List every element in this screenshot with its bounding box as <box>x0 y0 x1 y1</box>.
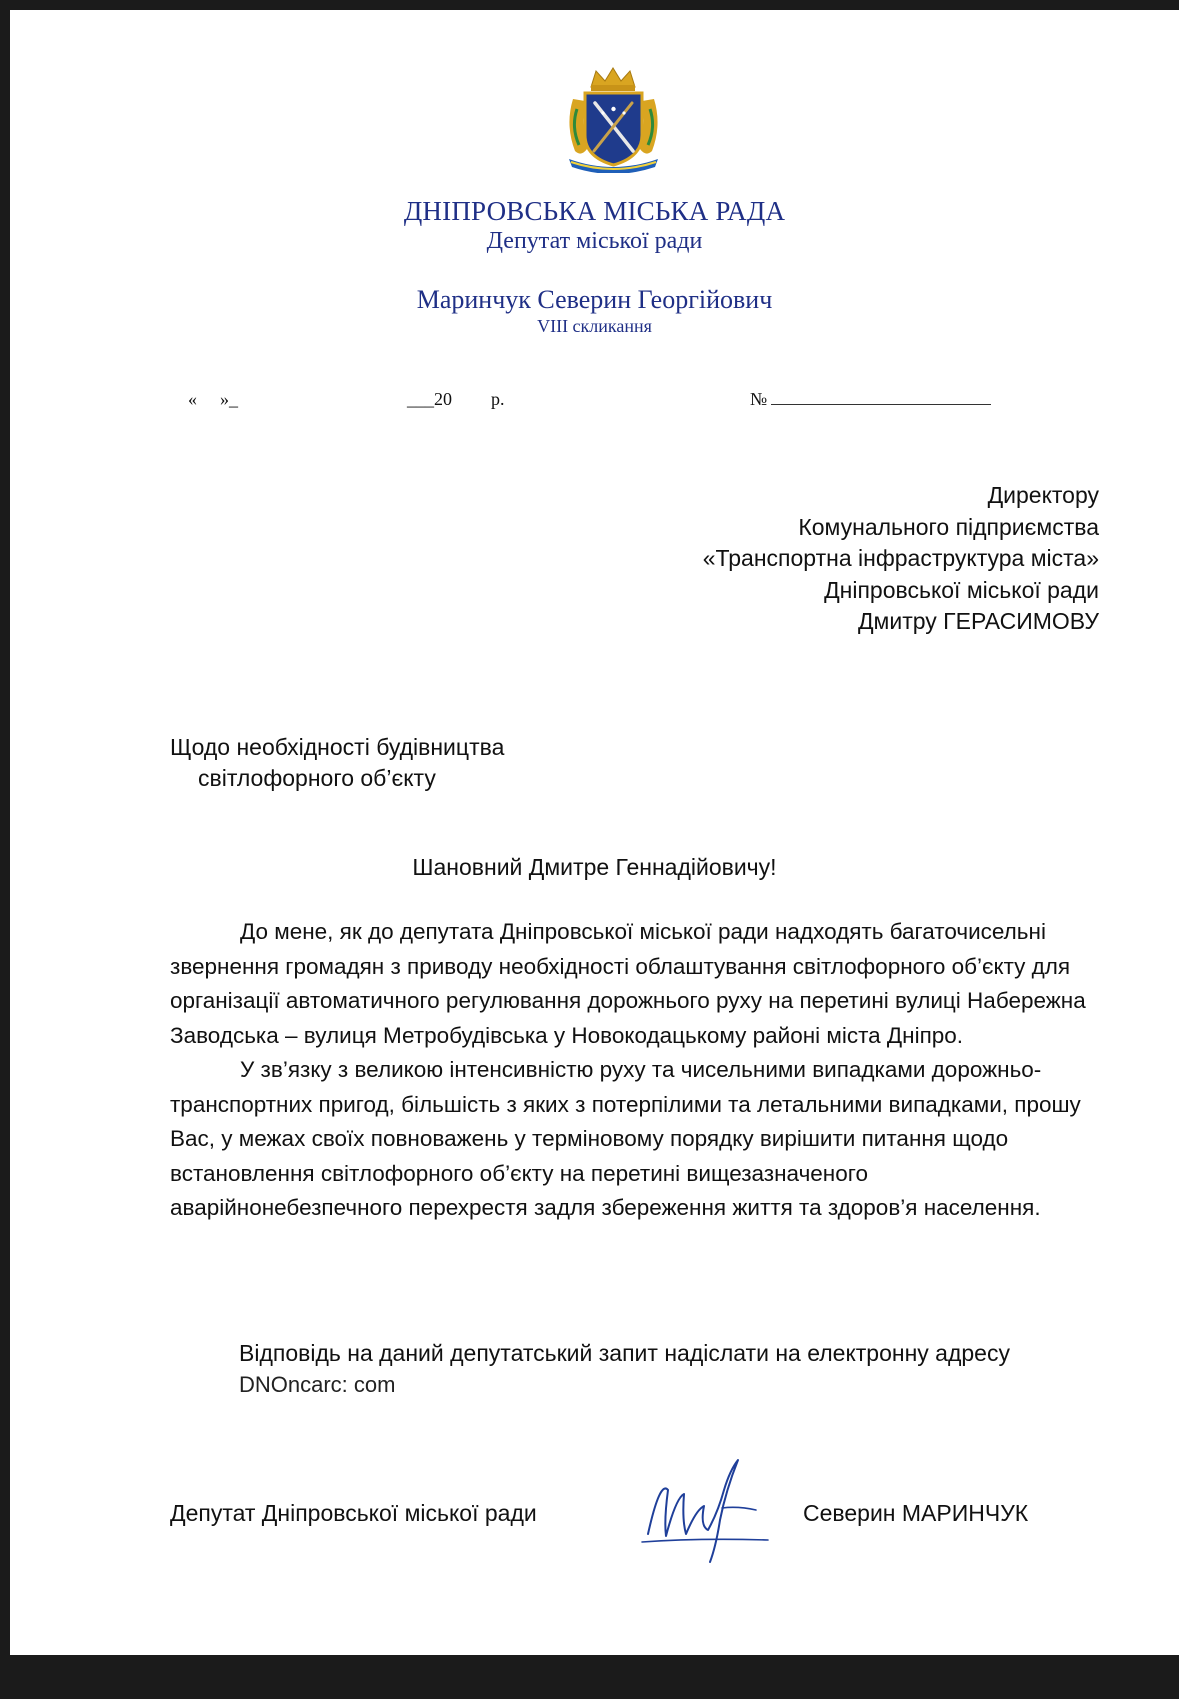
addressee-line: Дмитру ГЕРАСИМОВУ <box>857 608 1099 634</box>
convocation: VIII скликання <box>537 316 652 336</box>
addressee-block <box>703 480 1099 638</box>
document-number-line <box>750 389 991 410</box>
subject-line: Щодо необхідності будівництва <box>170 734 505 760</box>
date-close-quote: »_ <box>220 389 238 409</box>
date-line <box>188 389 505 410</box>
reply-email: DNOncarc: com <box>239 1372 396 1397</box>
addressee-line: Дніпровської міської ради <box>824 576 1099 603</box>
sender-name: Маринчук Северин Георгійович <box>416 285 773 314</box>
letter-page <box>10 10 1179 1655</box>
greeting: Шановний Дмитре Геннадійовичу! <box>412 854 777 880</box>
organization-title: ДНІПРОВСЬКА МІСЬКА РАДА <box>403 196 786 226</box>
body-paragraph: До мене, як до депутата Дніпровської міської ради надходять багаточисельні звернення громадян з приводу необхідності облаштування світлофорного об’єкту для організації автоматичного регулювання дорожнього руху на перетині вулиці Набережна Заводська – вулиця Метробудівська у Новокодацькому районі міста Дніпро. <box>170 919 1086 1048</box>
letter-body <box>170 915 1100 1226</box>
addressee-line: Директору <box>987 482 1099 508</box>
subject-line: світлофорного об’єкту <box>198 765 436 791</box>
addressee-line: Комунального підприємства <box>798 513 1099 540</box>
date-year: ___20 <box>407 389 452 409</box>
addressee-line: «Транспортна інфраструктура міста» <box>702 545 1099 571</box>
sender-role: Депутат міської ради <box>486 228 703 254</box>
date-suffix: р. <box>491 389 505 409</box>
date-open-quote: « <box>188 389 197 409</box>
number-label: № <box>750 389 768 409</box>
subject-block <box>170 732 504 794</box>
dnipro-coat-of-arms-icon <box>561 65 666 173</box>
body-paragraph: У зв’язку з великою інтенсивністю руху та чисельними випадками дорожньо-транспортних пригод, більшість з яких з потерпілими та летальними випадками, прошу Вас, у межах своїх повноважень у терміновому порядку вирішити питання щодо встановлення світлофорного об’єкту на перетині вищезазначеного аварійнонебезпечного перехрестя задля збереження життя та здоров’я населення. <box>170 1057 1081 1220</box>
signatory-role: Депутат Дніпровської міської ради <box>170 1500 537 1526</box>
reply-instruction: Відповідь на даний депутатський запит надіслати на електронну адресу <box>239 1340 1010 1366</box>
handwritten-signature <box>638 1450 788 1570</box>
number-underline <box>771 390 991 405</box>
signatory-name: Северин МАРИНЧУК <box>803 1500 1029 1526</box>
